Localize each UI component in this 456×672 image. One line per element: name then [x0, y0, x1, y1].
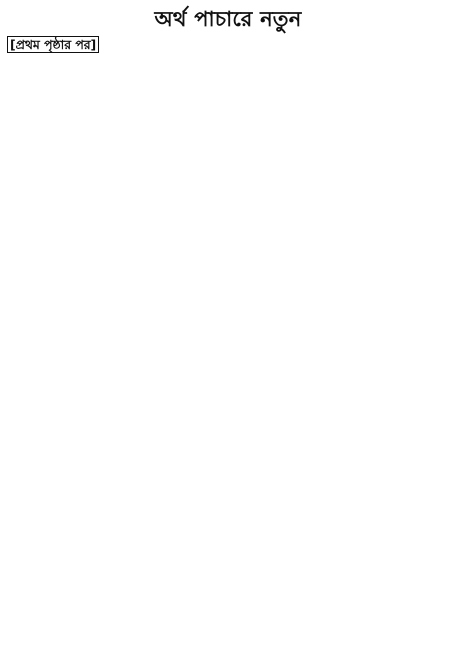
article-body: [7, 36, 449, 668]
continued-from-front-page-label: [প্রথম পৃষ্ঠার পর]: [7, 36, 99, 53]
article-headline: অর্থ পাচারে নতুন: [154, 7, 302, 31]
